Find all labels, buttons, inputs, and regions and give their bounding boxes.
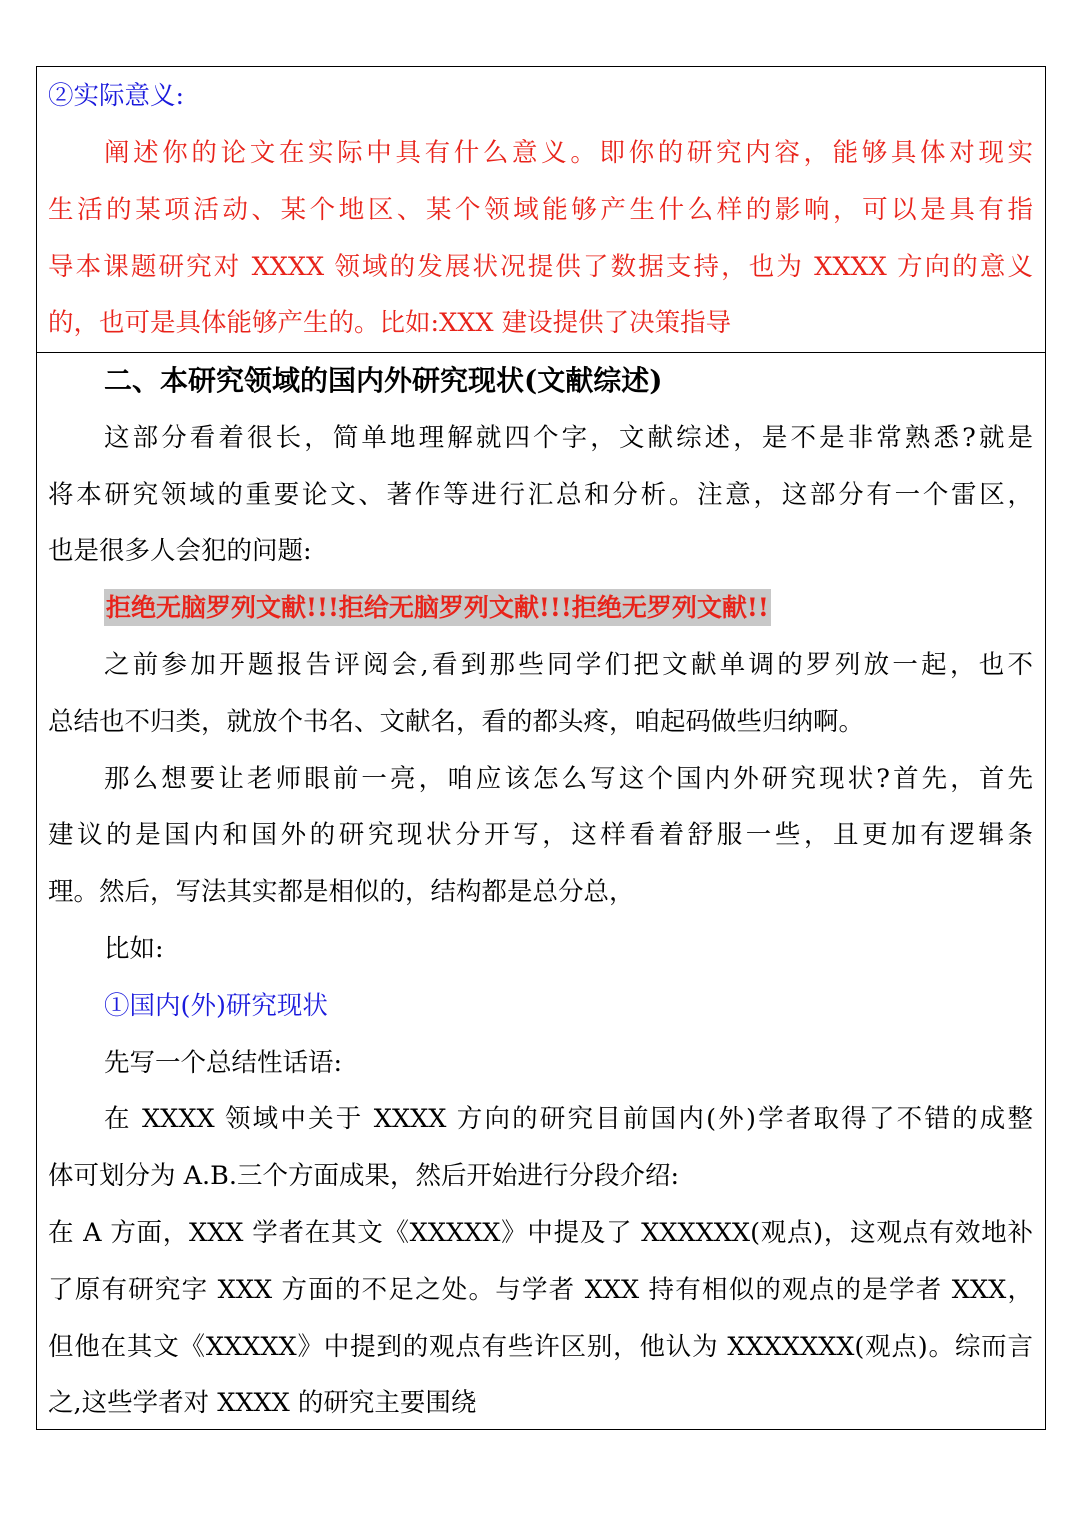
paragraph-line: 之前参加开题报告评阅会,看到那些同学们把文献单调的罗列放一起，也不	[104, 649, 1033, 680]
practical-significance-cell	[37, 67, 1045, 353]
paragraph-line: 总结也不归类，就放个书名、文献名，看的都头疼，咱起码做些归纳啊。	[48, 706, 865, 737]
paragraph-line: 但他在其文《XXXXX》中提到的观点有些许区别，他认为 XXXXXXX(观点)。综而言	[48, 1331, 1033, 1362]
paragraph-line: 之,这些学者对 XXXX 的研究主要围绕	[48, 1388, 477, 1419]
paragraph-line: 在 A 方面，XXX 学者在其文《XXXXX》中提及了 XXXXXX(观点)，这观点有效地补	[48, 1217, 1033, 1248]
sub-heading-domestic-research: ①国内(外)研究现状	[104, 990, 328, 1021]
paragraph-line: 也是很多人会犯的问题:	[48, 536, 312, 567]
paragraph-line: 的，也可是具体能够产生的。比如:XXX 建设提供了决策指导	[48, 308, 732, 339]
warning-line	[48, 580, 1033, 637]
paragraph-line: 这部分看着很长，简单地理解就四个字，文献综述，是不是非常熟悉?就是	[104, 422, 1033, 453]
paragraph-line: 阐述你的论文在实际中具有什么意义。即你的研究内容，能够具体对现实	[104, 138, 1033, 168]
warning-highlight: 拒绝无脑罗列文献!!!拒给无脑罗列文献!!!拒绝无罗列文献!!	[104, 589, 771, 626]
paragraph-line: 导本课题研究对 XXXX 领域的发展状况提供了数据支持，也为 XXXX 方向的意义	[48, 251, 1033, 282]
paragraph-line: 建议的是国内和国外的研究现状分开写，这样看着舒服一些，且更加有逻辑条	[48, 820, 1033, 851]
paragraph-line: 生活的某项活动、某个地区、某个领域能够产生什么样的影响，可以是具有指	[48, 194, 1033, 225]
paragraph-line: 理。然后，写法其实都是相似的，结构都是总分总，	[48, 877, 635, 908]
paragraph-line: 那么想要让老师眼前一亮，咱应该怎么写这个国内外研究现状?首先，首先	[104, 763, 1033, 794]
literature-review-cell	[37, 353, 1045, 1429]
example-label: 比如:	[104, 933, 164, 964]
paragraph-line: 了原有研究字 XXX 方面的不足之处。与学者 XXX 持有相似的观点的是学者 XXX，	[48, 1274, 1033, 1305]
paragraph-line: 在 XXXX 领域中关于 XXXX 方向的研究目前国内(外)学者取得了不错的成整	[104, 1104, 1033, 1135]
summary-label: 先写一个总结性话语:	[104, 1047, 343, 1078]
report-table	[36, 66, 1046, 1430]
paragraph-line: 体可划分为 A.B.三个方面成果，然后开始进行分段介绍:	[48, 1161, 680, 1192]
paragraph-line: 将本研究领域的重要论文、著作等进行汇总和分析。注意，这部分有一个雷区，	[48, 479, 1033, 510]
subtitle-practical-significance: ②实际意义:	[48, 81, 185, 111]
section-heading: 二、本研究领域的国内外研究现状(文献综述)	[104, 364, 663, 397]
